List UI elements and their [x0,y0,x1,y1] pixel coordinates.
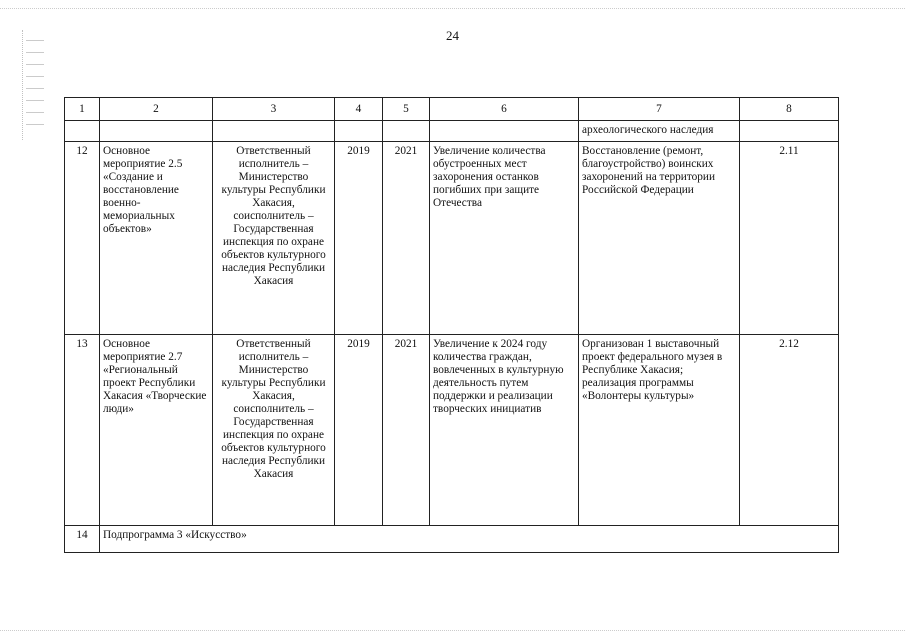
start-year-cell: 2019 [335,335,383,526]
indicator-cell: 2.11 [740,142,839,335]
measures-cell: археологического наследия [579,121,740,142]
scan-edge-bottom [0,630,905,632]
header-cell: 5 [383,98,430,121]
row-number: 14 [65,526,100,553]
continuation-row [65,121,839,142]
end-year-cell: 2021 [383,335,430,526]
row-number: 12 [65,142,100,335]
empty-cell [213,121,335,142]
measures-cell: Восстановление (ремонт, благоустройство) воинских захоронений на территории Российской Федерации [579,142,740,335]
row-number: 13 [65,335,100,526]
event-cell: Основное мероприятие 2.5 «Создание и восстановление военно-мемориальных объектов» [100,142,213,335]
empty-cell [383,121,430,142]
table-row [65,335,839,526]
header-row [65,98,839,121]
indicator-cell: 2.12 [740,335,839,526]
header-cell: 2 [100,98,213,121]
end-year-cell: 2021 [383,142,430,335]
measures-line: реализация программы «Волонтеры культуры» [582,377,695,402]
result-cell: Увеличение к 2024 году количества граждан, вовлеченных в культурную деятельность путем поддержки и реализации творческих инициатив [430,335,579,526]
executor-cell: Ответственный исполнитель – Министерство культуры Республики Хакасия, соисполнитель – Государственная инспекция по охране объектов культурного наследия Республики Хакасия [213,142,335,335]
header-cell: 3 [213,98,335,121]
header-cell: 8 [740,98,839,121]
header-cell: 6 [430,98,579,121]
event-cell: Основное мероприятие 2.7 «Региональный проект Республики Хакасия «Творческие люди» [100,335,213,526]
scan-edge-top [0,8,905,10]
margin-stamp [22,30,53,140]
measures-cell [579,335,740,526]
empty-cell [100,121,213,142]
subprogram-row [65,526,839,553]
table-row [65,142,839,335]
measures-line: Организован 1 выставочный проект федерального музея в Республике Хакасия; [582,338,723,376]
header-cell: 7 [579,98,740,121]
executor-cell: Ответственный исполнитель – Министерство культуры Республики Хакасия, соисполнитель – Государственная инспекция по охране объектов культурного наследия Республики Хакасия [213,335,335,526]
program-table [64,97,839,553]
header-cell: 4 [335,98,383,121]
empty-cell [430,121,579,142]
header-cell: 1 [65,98,100,121]
subprogram-title: Подпрограмма 3 «Искусство» [100,526,839,553]
result-cell: Увеличение количества обустроенных мест захоронения останков погибших при защите Отечества [430,142,579,335]
empty-cell [740,121,839,142]
empty-cell [65,121,100,142]
empty-cell [335,121,383,142]
page-number: 24 [446,28,459,43]
start-year-cell: 2019 [335,142,383,335]
